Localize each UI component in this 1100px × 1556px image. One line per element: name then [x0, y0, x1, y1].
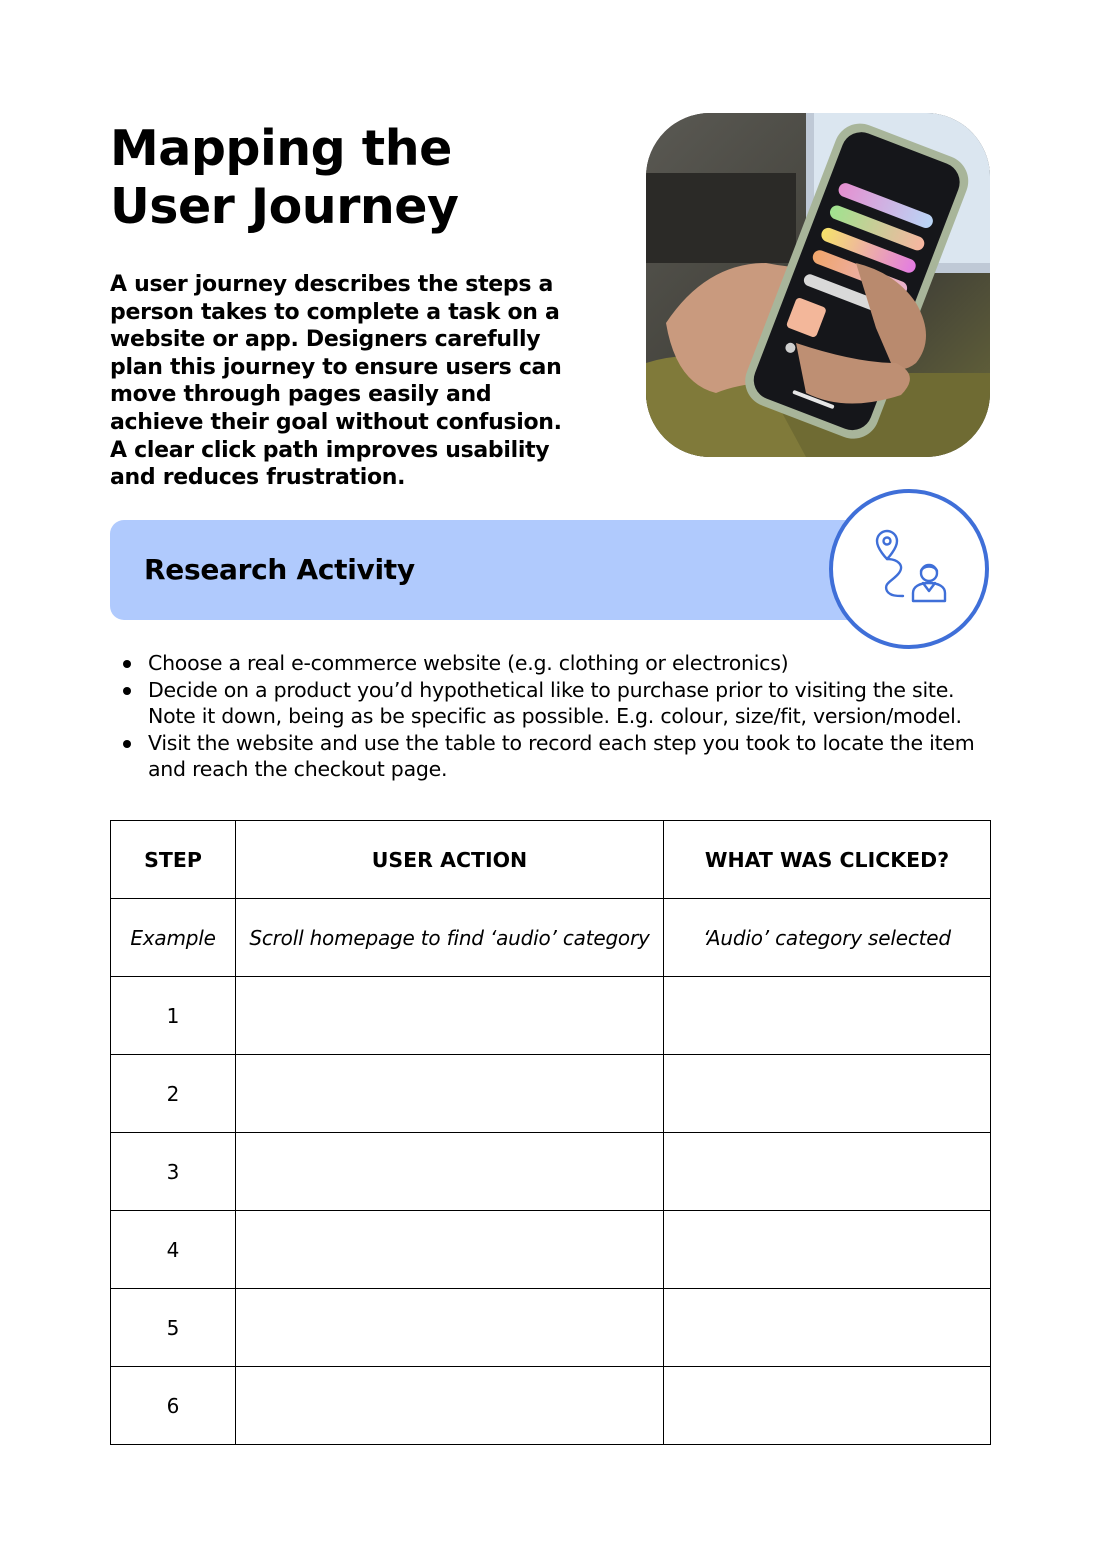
intro-paragraph: A user journey describes the steps a person takes to complete a task on a website or app. Designers carefully plan this journey to ensure users can move through pages easily and achieve their goal without confusion. A clear click path improves usability and reduces frustration.: [110, 272, 562, 491]
user-action-cell[interactable]: [236, 1055, 664, 1133]
table-row-example: [111, 899, 991, 977]
table-row: [111, 1289, 991, 1367]
clicked-cell[interactable]: [664, 1133, 991, 1211]
table-row: [111, 1367, 991, 1445]
list-item: Decide on a product you’d hypothetical like to purchase prior to visiting the site. Note it down, being as be specific as possible. E.g. colour, size/fit, version/model.: [148, 677, 998, 730]
page-title-line-2: User Journey: [110, 178, 459, 235]
page-title-line-1: Mapping the: [110, 120, 452, 177]
user-action-cell[interactable]: [236, 977, 664, 1055]
example-step: Example: [111, 899, 236, 977]
clicked-cell[interactable]: [664, 1289, 991, 1367]
user-action-cell[interactable]: [236, 1367, 664, 1445]
step-number: 6: [111, 1367, 236, 1445]
step-number: 2: [111, 1055, 236, 1133]
step-number: 5: [111, 1289, 236, 1367]
user-action-cell[interactable]: [236, 1211, 664, 1289]
table-row: [111, 1055, 991, 1133]
journey-map-person-icon: [829, 489, 989, 649]
header-what-was-clicked: WHAT WAS CLICKED?: [664, 821, 991, 899]
step-number: 4: [111, 1211, 236, 1289]
table-header-row: [111, 821, 991, 899]
step-number: 1: [111, 977, 236, 1055]
research-activity-banner: [110, 520, 910, 620]
user-action-cell[interactable]: [236, 1133, 664, 1211]
list-item: Choose a real e-commerce website (e.g. clothing or electronics): [148, 650, 998, 677]
header-step: STEP: [111, 821, 236, 899]
table-row: [111, 1133, 991, 1211]
header-user-action: USER ACTION: [236, 821, 664, 899]
example-action: Scroll homepage to find ‘audio’ category: [236, 899, 664, 977]
clicked-cell[interactable]: [664, 1211, 991, 1289]
table-row: [111, 977, 991, 1055]
user-journey-table: [110, 820, 991, 1445]
user-action-cell[interactable]: [236, 1289, 664, 1367]
example-clicked: ‘Audio’ category selected: [664, 899, 991, 977]
hand-holding-phone-photo: [646, 113, 990, 457]
step-number: 3: [111, 1133, 236, 1211]
page-title: [110, 120, 610, 236]
clicked-cell[interactable]: [664, 977, 991, 1055]
clicked-cell[interactable]: [664, 1055, 991, 1133]
list-item: Visit the website and use the table to record each step you took to locate the item and reach the checkout page.: [148, 730, 998, 783]
clicked-cell[interactable]: [664, 1367, 991, 1445]
table-row: [111, 1211, 991, 1289]
instruction-list: [148, 650, 998, 783]
banner-title: Research Activity: [144, 553, 415, 586]
